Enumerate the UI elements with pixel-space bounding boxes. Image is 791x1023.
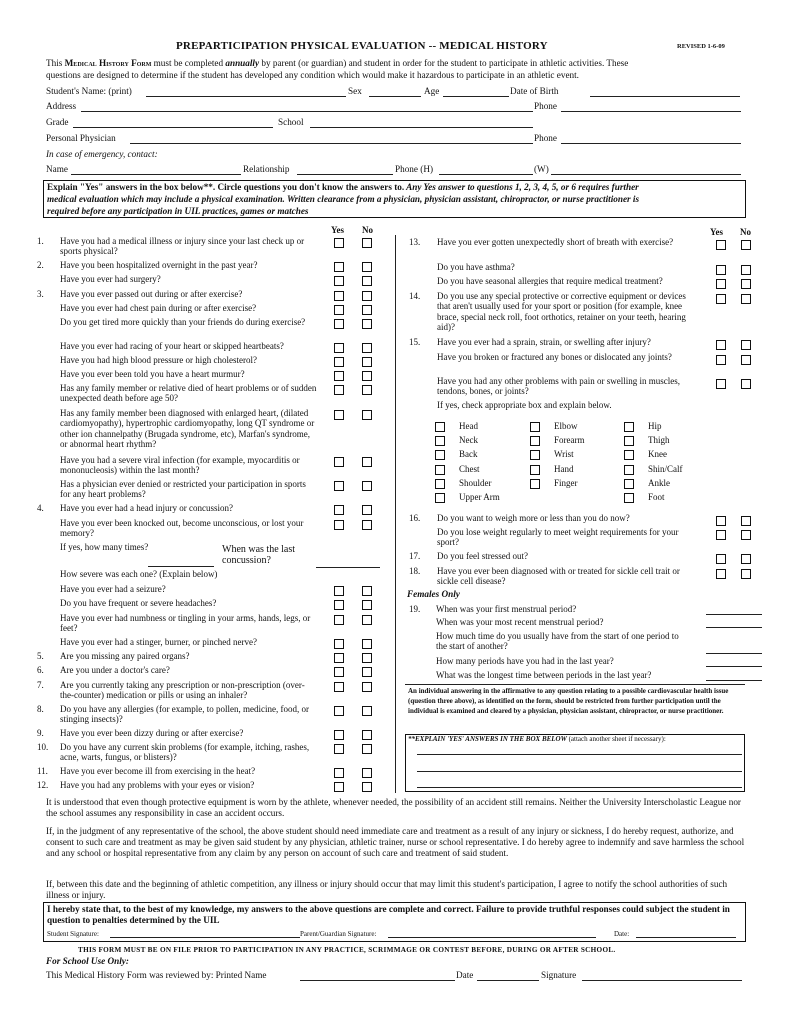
yes-checkbox[interactable] — [716, 530, 726, 540]
question-text: Are you missing any paired organs? — [60, 651, 190, 661]
question-text: Do you have any current skin problems (for example, itching, rashes, acne, warts, fungus, or blisters)? — [60, 742, 310, 763]
body-part-checkbox[interactable] — [530, 479, 540, 489]
question-number: 7. — [37, 680, 44, 690]
question-number: 9. — [37, 728, 44, 738]
review-date-label: Date — [456, 970, 474, 980]
phone-work-field[interactable] — [551, 174, 741, 175]
female-question: What was the longest time between periods in the last year? — [436, 670, 652, 680]
yes-checkbox[interactable] — [716, 340, 726, 350]
question-text: Has a physician ever denied or restricted your participation in sports for any heart problems? — [60, 479, 306, 500]
yes-checkbox[interactable] — [334, 238, 344, 248]
yes-checkbox[interactable] — [334, 615, 344, 625]
right-no-header: No — [740, 227, 751, 237]
question-number: 6. — [37, 665, 44, 675]
yes-checkbox[interactable] — [334, 371, 344, 381]
no-checkbox[interactable] — [362, 305, 372, 315]
reviewed-by-label: This Medical History Form was reviewed by: Printed Name — [46, 970, 267, 980]
address-label: Address — [46, 101, 77, 111]
question-number: 17. — [409, 551, 421, 561]
no-checkbox[interactable] — [362, 782, 372, 792]
no-checkbox[interactable] — [741, 294, 751, 304]
body-part-checkbox[interactable] — [624, 450, 634, 460]
body-part-checkbox[interactable] — [624, 479, 634, 489]
question-text: Have you ever had a seizure? — [60, 584, 166, 594]
relationship-label: Relationship — [243, 164, 290, 174]
yes-checkbox[interactable] — [334, 782, 344, 792]
females-heading: Females Only — [407, 589, 460, 599]
q19-number: 19. — [409, 604, 421, 614]
body-part-label: Elbow — [554, 421, 578, 431]
no-checkbox[interactable] — [362, 682, 372, 692]
emergency-label: In case of emergency, contact: — [46, 149, 158, 159]
question-text: Have you ever become ill from exercising in the heat? — [60, 766, 256, 776]
female-answer-field[interactable] — [706, 614, 762, 615]
question-text: Have you broken or fractured any bones or dislocated any joints? — [437, 352, 672, 362]
age-field[interactable] — [443, 96, 509, 97]
body-part-checkbox[interactable] — [435, 422, 445, 432]
question-text: Have you been hospitalized overnight in the past year? — [60, 260, 258, 270]
date-field[interactable] — [636, 937, 736, 938]
no-checkbox[interactable] — [362, 586, 372, 596]
body-part-checkbox[interactable] — [624, 436, 634, 446]
yes-checkbox[interactable] — [716, 240, 726, 250]
question-text: Have you ever been told you have a heart murmur? — [60, 369, 245, 379]
question-number: 1. — [37, 236, 44, 246]
yes-checkbox[interactable] — [334, 520, 344, 530]
body-part-label: Knee — [648, 449, 667, 460]
body-part-checkbox[interactable] — [530, 422, 540, 432]
phone-field-2[interactable] — [561, 143, 741, 144]
body-part-label: Neck — [459, 435, 478, 446]
question-number: 4. — [37, 503, 44, 513]
intro-line-2: questions are designed to determine if the student has developed any condition which would make it hazardous to participate in an athletic event. — [46, 70, 579, 80]
question-text: Has any family member or relative died of heart problems or of sudden unexpected death before age 50? — [60, 383, 317, 404]
left-no-header: No — [362, 225, 373, 235]
no-checkbox[interactable] — [362, 238, 372, 248]
school-field[interactable] — [310, 127, 533, 128]
left-yes-header: Yes — [331, 225, 344, 235]
question-number: 15. — [409, 337, 421, 347]
question-text: Have you had high blood pressure or high cholesterol? — [60, 355, 257, 365]
affirm-top-rule — [405, 684, 745, 685]
question-text: Have you had any other problems with pain or swelling in muscles, tendons, bones, or joints? — [437, 376, 680, 397]
body-part-checkbox[interactable] — [530, 450, 540, 460]
yes-checkbox[interactable] — [334, 730, 344, 740]
body-part-label: Hip — [648, 421, 662, 431]
no-checkbox[interactable] — [741, 340, 751, 350]
question-text: Are you under a doctor's care? — [60, 665, 170, 675]
body-part-label: Chest — [459, 463, 480, 474]
revised-date: REVISED 1-6-09 — [677, 43, 725, 50]
body-part-checkbox[interactable] — [435, 479, 445, 489]
yes-checkbox[interactable] — [334, 262, 344, 272]
question-text: Do you have seasonal allergies that require medical treatment? — [437, 276, 663, 286]
female-answer-field[interactable] — [706, 666, 762, 667]
no-checkbox[interactable] — [741, 379, 751, 389]
yes-checkbox[interactable] — [716, 279, 726, 289]
yes-checkbox[interactable] — [334, 682, 344, 692]
question-text: Have you ever passed out during or after exercise? — [60, 289, 243, 299]
female-question: How much time do you usually have from the start of one period to the start of another? — [436, 631, 679, 652]
body-part-label: Wrist — [554, 449, 574, 460]
female-question: When was your first menstrual period? — [436, 604, 577, 614]
body-part-label: Upper Arm — [459, 492, 500, 502]
concussion-how-many: If yes, how many times? — [60, 542, 149, 552]
phone-home-label: Phone (H) — [395, 164, 434, 174]
yes-checkbox[interactable] — [334, 639, 344, 649]
question-text: Do you use any special protective or corrective equipment or devices that aren't usually used for your sport or position (for example, knee brace, special neck roll, foot orthotics, retainer on your teeth, hearing aid)? — [437, 291, 686, 333]
affirm-notice: An individual answering in the affirmative to any question relating to a possible cardiovascular health issue (question three above), as identified on the form, should be restricted from further participation until the individual is examined and cleared by a physician, physician assistant, chiropractor, or nurse practitioner. — [408, 687, 729, 715]
no-checkbox[interactable] — [362, 639, 372, 649]
question-text: Have you had a medical illness or injury since your last check up or sports physical? — [60, 236, 305, 257]
question-text: Has any family member been diagnosed with enlarged heart, (dilated cardiomyopathy), hypertrophic cardiomyopathy, long QT syndrome or other ion channelpathy (Brugada syndrome, etc), Marfan's syndrome, or abnormal heart rhythm? — [60, 408, 315, 450]
age-label: Age — [424, 86, 440, 96]
yes-checkbox[interactable] — [334, 291, 344, 301]
phone-label-2: Phone — [534, 133, 557, 143]
question-text: Do you get tired more quickly than your friends do during exercise? — [60, 317, 306, 327]
address-field[interactable] — [81, 111, 533, 112]
explain-line-2[interactable] — [417, 771, 742, 772]
no-checkbox[interactable] — [741, 265, 751, 275]
review-signature-label: Signature — [541, 970, 577, 980]
body-part-label: Hand — [554, 463, 574, 474]
no-checkbox[interactable] — [362, 768, 372, 778]
intro-line-1: This Medical History Form must be completed annually by parent (or guardian) and student in order for the student to participate in athletic activities. These — [46, 58, 629, 68]
no-checkbox[interactable] — [362, 385, 372, 395]
yes-checkbox[interactable] — [334, 768, 344, 778]
no-checkbox[interactable] — [362, 505, 372, 515]
body-part-checkbox[interactable] — [530, 436, 540, 446]
female-question: When was your most recent menstrual period? — [436, 617, 604, 627]
body-part-checkbox[interactable] — [435, 450, 445, 460]
school-label: School — [278, 117, 304, 127]
concussion-date-field[interactable] — [316, 567, 380, 568]
question-text: Have you ever gotten unexpectedly short of breath with exercise? — [437, 237, 674, 247]
no-checkbox[interactable] — [362, 291, 372, 301]
question-number: 10. — [37, 742, 49, 752]
student-signature-field[interactable] — [110, 937, 300, 938]
body-part-checkbox[interactable] — [435, 493, 445, 503]
no-checkbox[interactable] — [362, 457, 372, 467]
no-checkbox[interactable] — [741, 530, 751, 540]
paragraph-consent: If, in the judgment of any representative of the school, the above student should need immediate care and treatment as a result of any injury or sickness, I do hereby request, authorize, and consent to such care and treatment as may be given said student by any physician, athletic trainer, nurse or school representative. I do hereby agree to indemnify and save harmless the school and any school or hospital representative from any claim by any person on account of such care and treatment of said student. — [46, 826, 745, 858]
sex-field[interactable] — [369, 96, 421, 97]
question-number: 2. — [37, 260, 44, 270]
date-label: Date: — [614, 930, 630, 938]
no-checkbox[interactable] — [741, 516, 751, 526]
explain-line-3[interactable] — [417, 787, 742, 788]
no-checkbox[interactable] — [362, 319, 372, 329]
yes-checkbox[interactable] — [334, 505, 344, 515]
body-part-checkbox[interactable] — [624, 465, 634, 475]
yes-checkbox[interactable] — [334, 385, 344, 395]
question-text: Have you had a severe viral infection (for example, myocarditis or mononucleosis) within the last month? — [60, 455, 300, 476]
footer-notice: THIS FORM MUST BE ON FILE PRIOR TO PARTICIPATION IN ANY PRACTICE, SCRIMMAGE OR CONTEST BEFORE, DURING OR AFTER SCHOOL. — [78, 946, 616, 954]
yes-checkbox[interactable] — [716, 554, 726, 564]
body-part-label: Forearm — [554, 435, 585, 446]
statement-text: I hereby state that, to the best of my knowledge, my answers to the above questions are complete and correct. Failure to provide truthful responses could subject the student in question to penalties determined by the UIL — [47, 904, 730, 925]
no-checkbox[interactable] — [362, 730, 372, 740]
no-checkbox[interactable] — [362, 706, 372, 716]
no-checkbox[interactable] — [362, 262, 372, 272]
yes-checkbox[interactable] — [334, 319, 344, 329]
question-text: Have you ever had a sprain, strain, or swelling after injury? — [437, 337, 651, 347]
yes-checkbox[interactable] — [334, 706, 344, 716]
question-number: 5. — [37, 651, 44, 661]
body-part-label: Back — [459, 449, 478, 460]
emergency-name-field[interactable] — [71, 174, 241, 175]
question-text: Have you ever had a stinger, burner, or pinched nerve? — [60, 637, 257, 647]
grade-label: Grade — [46, 117, 69, 127]
concussion-count-field[interactable] — [148, 566, 214, 567]
instructions-line-2: medical evaluation which may include a physical examination. Written clearance from a physician, physician assistant, chiropractor, or nurse practitioner is — [47, 194, 640, 204]
no-checkbox[interactable] — [362, 357, 372, 367]
question-text: Are you currently taking any prescription or non-prescription (over-the-counter) medication or pills or using an inhaler? — [60, 680, 305, 701]
phone-work-label: (W) — [534, 164, 549, 174]
no-checkbox[interactable] — [362, 600, 372, 610]
grade-field[interactable] — [73, 127, 273, 128]
no-checkbox[interactable] — [362, 520, 372, 530]
yes-checkbox[interactable] — [334, 586, 344, 596]
no-checkbox[interactable] — [362, 343, 372, 353]
body-part-label: Thigh — [648, 435, 670, 446]
no-checkbox[interactable] — [362, 481, 372, 491]
question-number: 12. — [37, 780, 49, 790]
relationship-field[interactable] — [297, 174, 393, 175]
review-date-field[interactable] — [477, 980, 539, 981]
yes-checkbox[interactable] — [334, 357, 344, 367]
yes-checkbox[interactable] — [334, 305, 344, 315]
emergency-name-label: Name — [46, 164, 68, 174]
no-checkbox[interactable] — [741, 554, 751, 564]
no-checkbox[interactable] — [362, 410, 372, 420]
no-checkbox[interactable] — [362, 276, 372, 286]
body-part-label: Shin/Calf — [648, 463, 683, 474]
question-text: Have you ever been dizzy during or after exercise? — [60, 728, 244, 738]
question-number: 16. — [409, 513, 421, 523]
physician-label: Personal Physician — [46, 133, 116, 143]
question-number: 13. — [409, 237, 421, 247]
explain-yes-label: **EXPLAIN 'YES' ANSWERS IN THE BOX BELOW (attach another sheet if necessary): — [408, 735, 666, 743]
phone-field-1[interactable] — [561, 111, 741, 112]
body-part-label: Ankle — [648, 477, 670, 488]
question-text: Have you ever had surgery? — [60, 274, 161, 284]
question-text: Do you have any allergies (for example, to pollen, medicine, food, or stinging insects)? — [60, 704, 310, 725]
question-text: Do you have frequent or severe headaches? — [60, 598, 217, 608]
instructions-line-3: required before any participation in UIL practices, games or matches — [47, 206, 309, 216]
question-text: Have you ever had numbness or tingling in your arms, hands, legs, or feet? — [60, 613, 311, 634]
body-part-label: Foot — [648, 492, 665, 502]
dob-label: Date of Birth — [510, 86, 559, 96]
phone-home-field[interactable] — [439, 174, 533, 175]
yes-checkbox[interactable] — [716, 294, 726, 304]
question-text: Have you ever been diagnosed with or treated for sickle cell trait or sickle cell disease? — [437, 566, 680, 587]
yes-checkbox[interactable] — [334, 410, 344, 420]
paragraph-notify: If, between this date and the beginning of athletic competition, any illness or injury should occur that may limit this student's participation, I agree to notify the school authorities of such illness or injury. — [46, 879, 728, 900]
parent-signature-field[interactable] — [388, 937, 596, 938]
question-text: Have you ever been knocked out, become unconscious, or lost your memory? — [60, 518, 304, 539]
yes-checkbox[interactable] — [716, 379, 726, 389]
school-use-heading: For School Use Only: — [46, 956, 129, 966]
phone-label-1: Phone — [534, 101, 557, 111]
concussion-when-last: When was the last concussion? — [222, 544, 296, 566]
page-title: PREPARTICIPATION PHYSICAL EVALUATION -- MEDICAL HISTORY — [176, 40, 548, 52]
female-answer-field[interactable] — [706, 627, 762, 628]
paragraph-liability: It is understood that even though protective equipment is worn by the athlete, whenever needed, the possibility of an accident still remains. Neither the University Interscholastic League nor the school assumes any responsibility in case an accident occurs. — [46, 797, 741, 818]
yes-checkbox[interactable] — [334, 457, 344, 467]
yes-checkbox[interactable] — [334, 343, 344, 353]
no-checkbox[interactable] — [362, 744, 372, 754]
yes-checkbox[interactable] — [334, 667, 344, 677]
sex-label: Sex — [348, 86, 362, 96]
right-yes-header: Yes — [710, 227, 723, 237]
student-name-field[interactable] — [146, 96, 346, 97]
body-part-label: Head — [459, 421, 478, 431]
no-checkbox[interactable] — [741, 240, 751, 250]
female-question: How many periods have you had in the last year? — [436, 656, 614, 666]
body-part-checkbox[interactable] — [435, 436, 445, 446]
question-text: Do you lose weight regularly to meet weight requirements for your sport? — [437, 527, 679, 548]
dob-field[interactable] — [590, 96, 740, 97]
no-checkbox[interactable] — [362, 653, 372, 663]
question-number: 14. — [409, 291, 421, 301]
question-text: Do you want to weigh more or less than you do now? — [437, 513, 630, 523]
body-part-checkbox[interactable] — [530, 465, 540, 475]
student-signature-label: Student Signature: — [47, 930, 99, 938]
no-checkbox[interactable] — [362, 667, 372, 677]
yes-checkbox[interactable] — [334, 276, 344, 286]
no-checkbox[interactable] — [741, 279, 751, 289]
yes-checkbox[interactable] — [716, 569, 726, 579]
review-signature-field[interactable] — [582, 980, 742, 981]
yes-checkbox[interactable] — [334, 744, 344, 754]
no-checkbox[interactable] — [741, 355, 751, 365]
no-checkbox[interactable] — [362, 371, 372, 381]
no-checkbox[interactable] — [362, 615, 372, 625]
question-text: Do you feel stressed out? — [437, 551, 528, 561]
body-part-label: Finger — [554, 477, 578, 488]
question-text: Do you have asthma? — [437, 262, 515, 272]
question-text: Have you had any problems with your eyes or vision? — [60, 780, 255, 790]
yes-checkbox[interactable] — [334, 653, 344, 663]
question-number: 11. — [37, 766, 48, 776]
column-divider — [395, 235, 396, 793]
instructions-line-1: Explain "Yes" answers in the box below**. Circle questions you don't know the answers to. Any Yes answer to questions 1, 2, 3, 4, 5, or 6 requires further — [47, 182, 639, 192]
reviewer-name-field[interactable] — [300, 980, 455, 981]
yes-checkbox[interactable] — [334, 600, 344, 610]
question-text: Have you ever had racing of your heart or skipped heartbeats? — [60, 341, 284, 351]
body-parts-intro: If yes, check appropriate box and explain below. — [437, 400, 612, 410]
parent-signature-label: Parent/Guardian Signature: — [300, 930, 377, 938]
explain-line-1[interactable] — [417, 754, 742, 755]
no-checkbox[interactable] — [741, 569, 751, 579]
question-number: 18. — [409, 566, 421, 576]
question-number: 3. — [37, 289, 44, 299]
question-number: 8. — [37, 704, 44, 714]
concussion-severity: How severe was each one? (Explain below) — [60, 569, 218, 579]
yes-checkbox[interactable] — [716, 355, 726, 365]
student-name-label: Student's Name: (print) — [46, 86, 132, 96]
physician-field[interactable] — [130, 143, 533, 144]
yes-checkbox[interactable] — [716, 265, 726, 275]
question-text: Have you ever had a head injury or concussion? — [60, 503, 233, 513]
yes-checkbox[interactable] — [716, 516, 726, 526]
female-answer-field[interactable] — [706, 653, 762, 654]
body-part-label: Shoulder — [459, 477, 492, 488]
body-part-checkbox[interactable] — [435, 465, 445, 475]
body-part-checkbox[interactable] — [624, 422, 634, 432]
question-text: Have you ever had chest pain during or after exercise? — [60, 303, 257, 313]
yes-checkbox[interactable] — [334, 481, 344, 491]
body-part-checkbox[interactable] — [624, 493, 634, 503]
female-answer-field[interactable] — [706, 680, 762, 681]
